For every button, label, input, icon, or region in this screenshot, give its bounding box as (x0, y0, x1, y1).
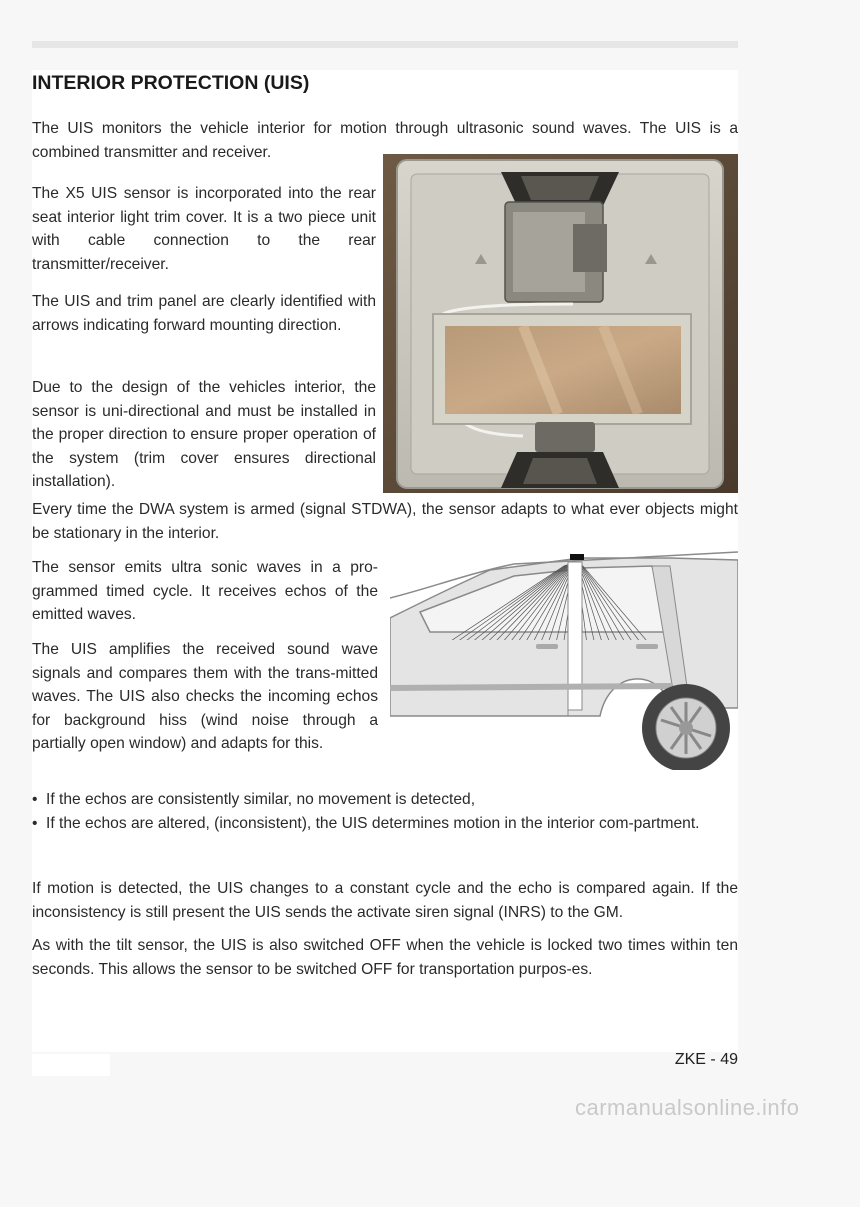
emit-paragraph: The sensor emits ultra sonic waves in a pro-grammed timed cycle. It receives echos of the emitted waves. (32, 559, 378, 624)
amplify-paragraph: The UIS amplifies the received sound wave signals and compares them with the trans-mitted waves. The UIS also checks the incoming echos for background hiss (wind noise through a partially open window) and adapts for this. (32, 641, 378, 753)
page-number: ZKE - 49 (674, 1051, 738, 1068)
echo-bullet-list (32, 788, 738, 835)
bullet-glyph: • (32, 791, 38, 808)
adapt-paragraph: Every time the DWA system is armed (signal STDWA), the sensor adapts to what ever objects might be stationary in the interior. (32, 501, 738, 542)
bullet-glyph: • (32, 814, 38, 832)
intro-paragraph: The UIS monitors the vehicle interior for motion through ultrasonic sound waves. The UIS is a combined transmitter and receiver. (32, 120, 738, 161)
list-item: • If the echos are consistently similar, no movement is detected, (32, 788, 738, 812)
motion-paragraph: If motion is detected, the UIS changes to a constant cycle and the echo is compared again. If the inconsistency is still present the UIS sends the activate siren signal (INRS) to the GM. (32, 880, 738, 921)
footer-block (32, 1054, 110, 1076)
watermark: carmanualsonline.info (575, 1095, 800, 1120)
page-title: INTERIOR PROTECTION (UIS) (32, 72, 310, 94)
car-ultrasonic-diagram (390, 548, 738, 770)
tilt-paragraph: As with the tilt sensor, the UIS is also switched OFF when the vehicle is locked two times within ten seconds. This allows the sensor to be switched OFF for transportation purpos-es. (32, 937, 738, 978)
arrows-paragraph: The UIS and trim panel are clearly identified with arrows indicating forward mounting direction. (32, 293, 376, 334)
uis-sensor-photo (383, 154, 738, 493)
uni-directional-paragraph: Due to the design of the vehicles interior, the sensor is uni-directional and must be installed in the proper direction to ensure proper operation of the system (trim cover ensures directional installation). (32, 379, 376, 491)
sensor-location-paragraph: The X5 UIS sensor is incorporated into the rear seat interior light trim cover. It is a two piece unit with cable connection to the rear transmitter/receiver. (32, 185, 376, 273)
top-rule (32, 41, 738, 48)
list-item: • If the echos are altered, (inconsistent), the UIS determines motion in the interior com-partment. (32, 812, 738, 836)
